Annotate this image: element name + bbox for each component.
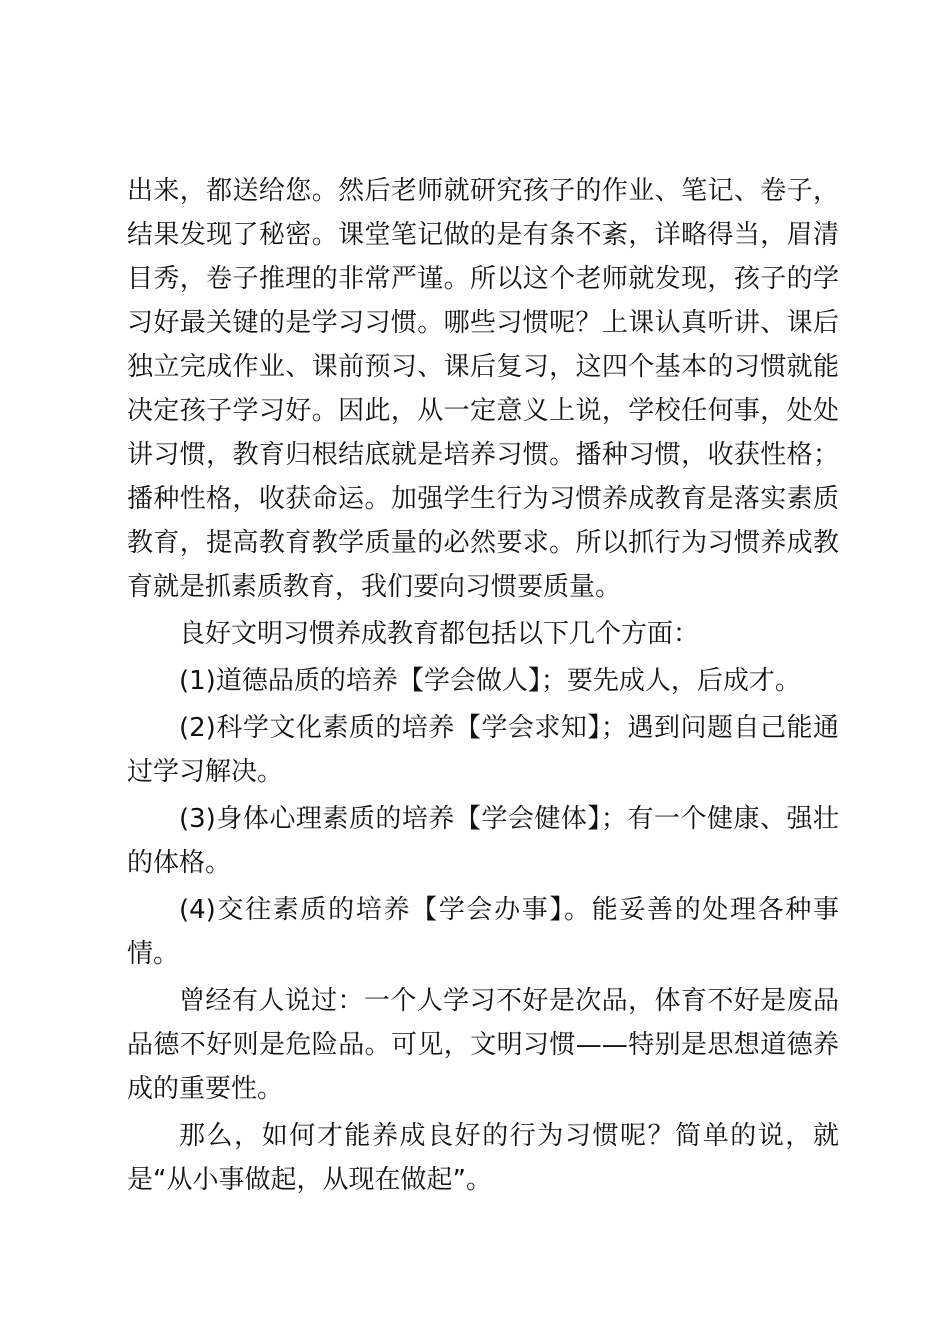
list-item-social: (4)交往素质的培养【学会办事】。能妥善的处理各种事情。 [127, 895, 839, 969]
list-item-science: (2)科学文化素质的培养【学会求知】；遇到问题自己能通过学习解决。 [127, 713, 839, 787]
paragraph-quote: 曾经有人说过：一个人学习不好是次品，体育不好是废品品德不好则是危险品。可见，文明习惯——特别是思想道德养成的重要性。 [127, 986, 839, 1104]
list-item-moral: (1)道德品质的培养【学会做人】；要先成人，后成才。 [179, 666, 801, 696]
paragraph-conclusion: 那么，如何才能养成良好的行为习惯呢？简单的说，就是“从小事做起，从现在做起”。 [127, 1121, 839, 1195]
list-item-health: (3)身体心理素质的培养【学会健体】；有一个健康、强壮的体格。 [127, 804, 839, 878]
document-body [127, 169, 839, 1205]
paragraph-continuation: 出来，都送给您。然后老师就研究孩子的作业、笔记、卷子，结果发现了秘密。课堂笔记做的是有条不紊，详略得当，眉清目秀，卷子推理的非常严谨。所以这个老师就发现，孩子的学习好最关键的是学习习惯。哪些习惯呢？上课认真听讲、课后独立完成作业、课前预习、课后复习，这四个基本的习惯就能决定孩子学习好。因此，从一定意义上说，学校任何事，处处讲习惯，教育归根结底就是培养习惯。播种习惯，收获性格；播种性格，收获命运。加强学生行为习惯养成教育是落实素质教育，提高教育教学质量的必然要求。所以抓行为习惯养成教育就是抓素质教育，我们要向习惯要质量。 [127, 176, 839, 602]
paragraph-intro-aspects: 良好文明习惯养成教育都包括以下几个方面： [179, 619, 700, 649]
